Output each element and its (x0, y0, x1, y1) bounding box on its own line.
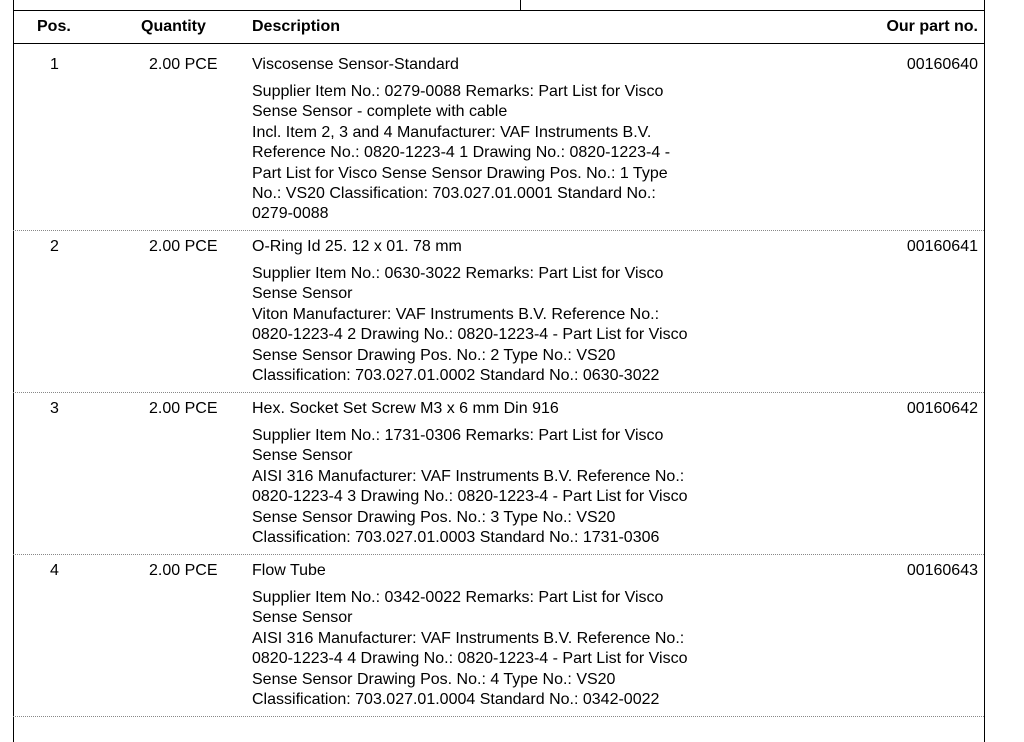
detail-line: Supplier Item No.: 1731-0306 Remarks: Part List for Visco (252, 427, 664, 444)
row-description: Hex. Socket Set Screw M3 x 6 mm Din 916 (252, 400, 559, 417)
row-description: Flow Tube (252, 562, 326, 579)
row-pos: 2 (50, 238, 59, 255)
detail-line: 0279-0088 (252, 205, 329, 223)
header-part-no: Our part no. (886, 18, 978, 35)
row-quantity: 2.00 PCE (149, 238, 218, 255)
top-divider (520, 0, 521, 10)
detail-line: Incl. Item 2, 3 and 4 Manufacturer: VAF Instruments B.V. (252, 123, 652, 141)
detail-line: Classification: 703.027.01.0004 Standard No.: 0342-0022 (252, 691, 660, 709)
detail-line: Supplier Item No.: 0279-0088 Remarks: Part List for Visco (252, 83, 664, 100)
table-row (13, 44, 984, 230)
detail-line: No.: VS20 Classification: 703.027.01.0001 Standard No.: (252, 185, 656, 203)
detail-line: Classification: 703.027.01.0002 Standard No.: 0630-3022 (252, 367, 660, 385)
row-quantity: 2.00 PCE (149, 400, 218, 417)
detail-line: Sense Sensor (252, 285, 353, 303)
detail-line: 0820-1223-4 3 Drawing No.: 0820-1223-4 - Part List for Visco (252, 488, 688, 506)
detail-line: Sense Sensor (252, 447, 353, 465)
row-part-no: 00160641 (906, 238, 978, 255)
row-part-no: 00160640 (906, 56, 978, 73)
row-quantity: 2.00 PCE (149, 562, 218, 579)
detail-line: AISI 316 Manufacturer: VAF Instruments B.V. Reference No.: (252, 629, 685, 647)
detail-line: Part List for Visco Sense Sensor Drawing Pos. No.: 1 Type (252, 164, 668, 182)
row-details (252, 264, 688, 386)
table-row (13, 554, 984, 716)
row-description: Viscosense Sensor-Standard (252, 56, 459, 73)
row-part-no: 00160643 (906, 562, 978, 579)
detail-line: 0820-1223-4 2 Drawing No.: 0820-1223-4 - Part List for Visco (252, 326, 688, 344)
header-quantity: Quantity (141, 18, 206, 35)
detail-line: Viton Manufacturer: VAF Instruments B.V. Reference No.: (252, 305, 660, 323)
row-details (252, 82, 670, 225)
detail-line: Supplier Item No.: 0630-3022 Remarks: Part List for Visco (252, 265, 664, 282)
detail-line: Sense Sensor (252, 609, 353, 627)
row-part-no: 00160642 (906, 400, 978, 417)
row-pos: 3 (50, 400, 59, 417)
detail-line: Reference No.: 0820-1223-4 1 Drawing No.: 0820-1223-4 - (252, 144, 671, 162)
row-description: O-Ring Id 25. 12 x 01. 78 mm (252, 238, 462, 255)
row-pos: 1 (50, 56, 59, 73)
table-row (13, 230, 984, 392)
detail-line: Sense Sensor Drawing Pos. No.: 4 Type No.: VS20 (252, 670, 616, 688)
row-separator (13, 716, 984, 717)
detail-line: Classification: 703.027.01.0003 Standard No.: 1731-0306 (252, 529, 660, 547)
detail-line: 0820-1223-4 4 Drawing No.: 0820-1223-4 - Part List for Visco (252, 650, 688, 668)
row-details (252, 426, 688, 548)
row-details (252, 588, 688, 710)
detail-line: Sense Sensor - complete with cable (252, 103, 508, 121)
header-pos: Pos. (37, 18, 71, 35)
header-description: Description (252, 18, 341, 35)
table-header (13, 10, 984, 44)
detail-line: Supplier Item No.: 0342-0022 Remarks: Part List for Visco (252, 589, 664, 606)
detail-line: AISI 316 Manufacturer: VAF Instruments B.V. Reference No.: (252, 467, 685, 485)
row-quantity: 2.00 PCE (149, 56, 218, 73)
row-pos: 4 (50, 562, 59, 579)
table-row (13, 392, 984, 554)
detail-line: Sense Sensor Drawing Pos. No.: 2 Type No.: VS20 (252, 346, 616, 364)
detail-line: Sense Sensor Drawing Pos. No.: 3 Type No.: VS20 (252, 508, 616, 526)
